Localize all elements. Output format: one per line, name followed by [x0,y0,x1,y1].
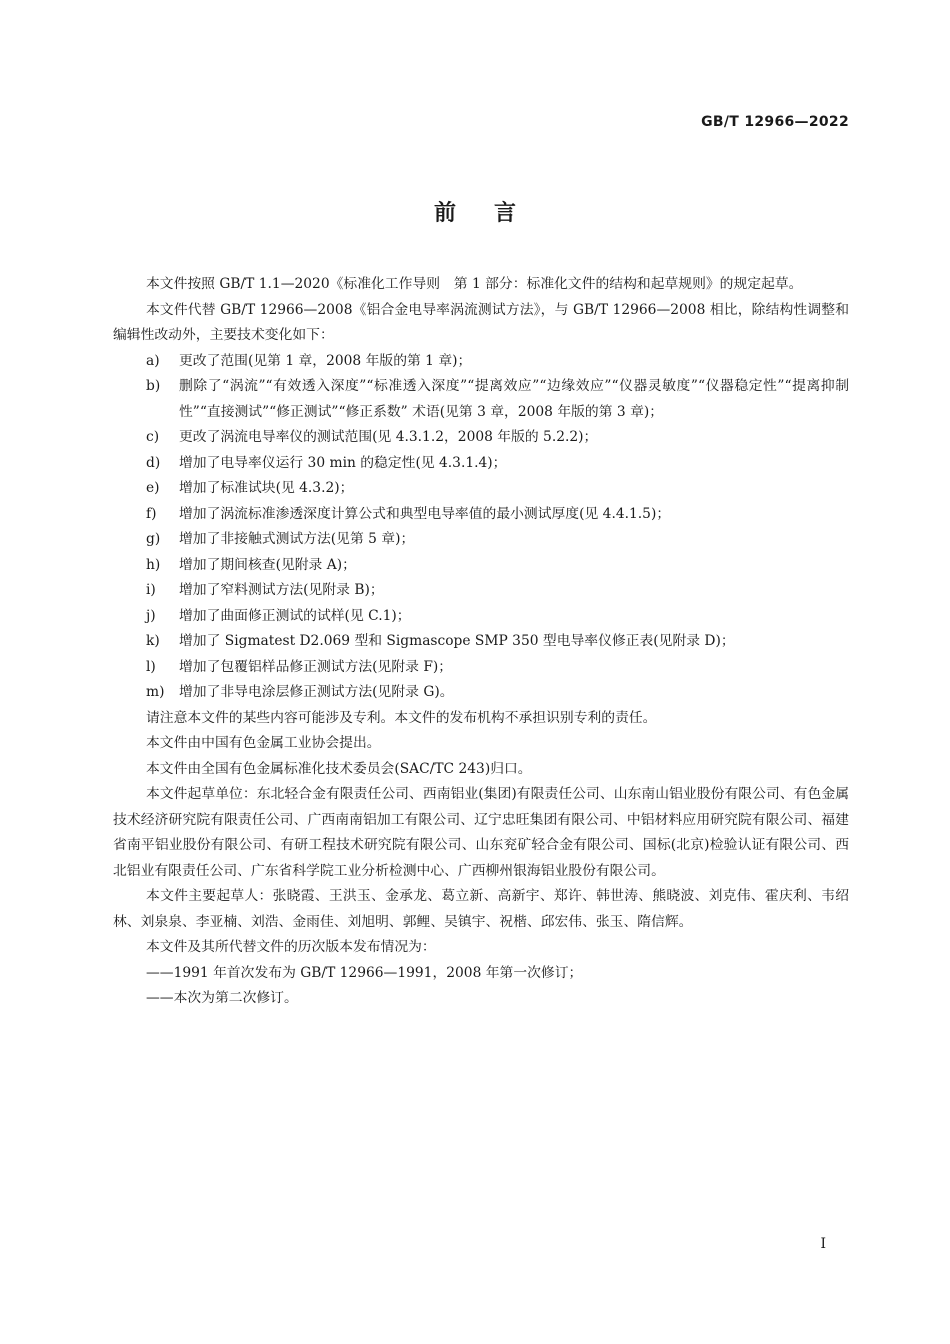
list-item-text: 增加了电导率仪运行 30 min 的稳定性(见 4.3.1.4)； [179,454,507,471]
page-title: 前言 [433,201,554,226]
list-marker: d) [146,454,161,471]
list-marker: e) [146,480,160,496]
list-item-text: 增加了涡流标准渗透深度计算公式和典型电导率值的最小测试厚度(见 4.4.1.5)； [179,505,671,522]
list-item [113,527,849,553]
list-item [113,502,849,528]
list-item-text: 增加了非导电涂层修正测试方法(见附录 G)。 [179,684,454,700]
drafting-units-paragraph: 本文件起草单位：东北轻合金有限责任公司、西南铝业(集团)有限责任公司、山东南山铝业股份有限公司、有色金属技术经济研究院有限责任公司、广西南南铝加工有限公司、辽宁忠旺集团有限公司、中铝材料应用研究院有限公司、福建省南平铝业股份有限公司、有研工程技术研究院有限公司、山东兖矿轻合金有限公司、国标(北京)检验认证有限公司、西北铝业有限责任公司、广东省科学院工业分析检测中心、广西柳州银海铝业股份有限公司。 [113,786,849,879]
page-number: I [820,1236,826,1252]
intro-paragraph-1: 本文件按照 GB/T 1.1—2020《标准化工作导则 第 1 部分：标准化文件的结构和起草规则》的规定起草。 [146,276,803,292]
list-item-text: 增加了包覆铝样品修正测试方法(见附录 F)； [179,658,453,675]
list-marker: b) [146,378,161,394]
document-body [113,272,849,1012]
list-marker: l) [146,658,156,675]
list-item [113,425,849,451]
list-item-text: 更改了涡流电导率仪的测试范围(见 4.3.1.2，2008 年版的 5.2.2)； [179,429,598,445]
list-marker: h) [146,556,161,573]
list-item [113,655,849,681]
list-item-text: 增加了期间核查(见附录 A)； [179,556,356,573]
list-marker: a) [146,352,160,369]
list-item-text: 更改了范围(见第 1 章，2008 年版的第 1 章)； [179,352,472,369]
list-item-text: 增加了曲面修正测试的试样(见 C.1)； [179,607,411,624]
list-marker: m) [146,684,165,700]
list-marker: f) [146,505,157,522]
list-item [113,553,849,579]
drafters-paragraph: 本文件主要起草人：张晓霞、王洪玉、金承龙、葛立新、高新宇、郑许、韩世涛、熊晓波、刘克伟、霍庆利、韦绍林、刘泉泉、李亚楠、刘浩、金雨佳、刘旭明、郭鲤、吴镇宇、祝楷、邱宏伟、张玉、隋信辉。 [113,888,849,930]
changes-list [113,349,849,706]
list-item [113,374,849,425]
list-item-text: 增加了非接触式测试方法(见第 5 章)； [179,531,415,547]
list-item [113,680,849,706]
intro-paragraph-2: 本文件代替 GB/T 12966—2008《铝合金电导率涡流测试方法》，与 GB/T 12966—2008 相比，除结构性调整和编辑性改动外，主要技术变化如下： [113,301,849,343]
list-marker: j) [146,607,156,624]
proposer-paragraph: 本文件由中国有色金属工业协会提出。 [146,735,381,751]
standard-code: GB/T 12966—2022 [701,114,849,130]
list-item [113,604,849,630]
list-item [113,629,849,655]
list-marker: i) [146,582,156,598]
list-item [113,578,849,604]
history-intro: 本文件及其所代替文件的历次版本发布情况为： [146,939,436,955]
history-item-1: ——1991 年首次发布为 GB/T 12966—1991，2008 年第一次修订； [146,964,583,981]
list-marker: k) [146,633,160,649]
committee-paragraph: 本文件由全国有色金属标准化技术委员会(SAC/TC 243)归口。 [146,760,532,777]
list-item-text: 增加了窄料测试方法(见附录 B)； [179,582,384,598]
history-item-2: ——本次为第二次修订。 [146,990,298,1006]
list-marker: c) [146,429,160,445]
list-item [113,349,849,375]
list-item [113,476,849,502]
list-item-text: 删除了“涡流”“有效透入深度”“标准透入深度”“提离效应”“边缘效应”“仪器灵敏度”“仪器稳定性”“提离抑制性”“直接测试”“修正测试”“修正系数” 术语(见第 3 章，2008 年版的第 3 章)； [179,378,849,420]
list-marker: g) [146,531,161,547]
list-item-text: 增加了 Sigmatest D2.069 型和 Sigmascope SMP 350 型电导率仪修正表(见附录 D)； [179,633,735,649]
patent-notice: 请注意本文件的某些内容可能涉及专利。本文件的发布机构不承担识别专利的责任。 [146,709,657,726]
list-item-text: 增加了标准试块(见 4.3.2)； [179,480,354,496]
list-item [113,451,849,477]
